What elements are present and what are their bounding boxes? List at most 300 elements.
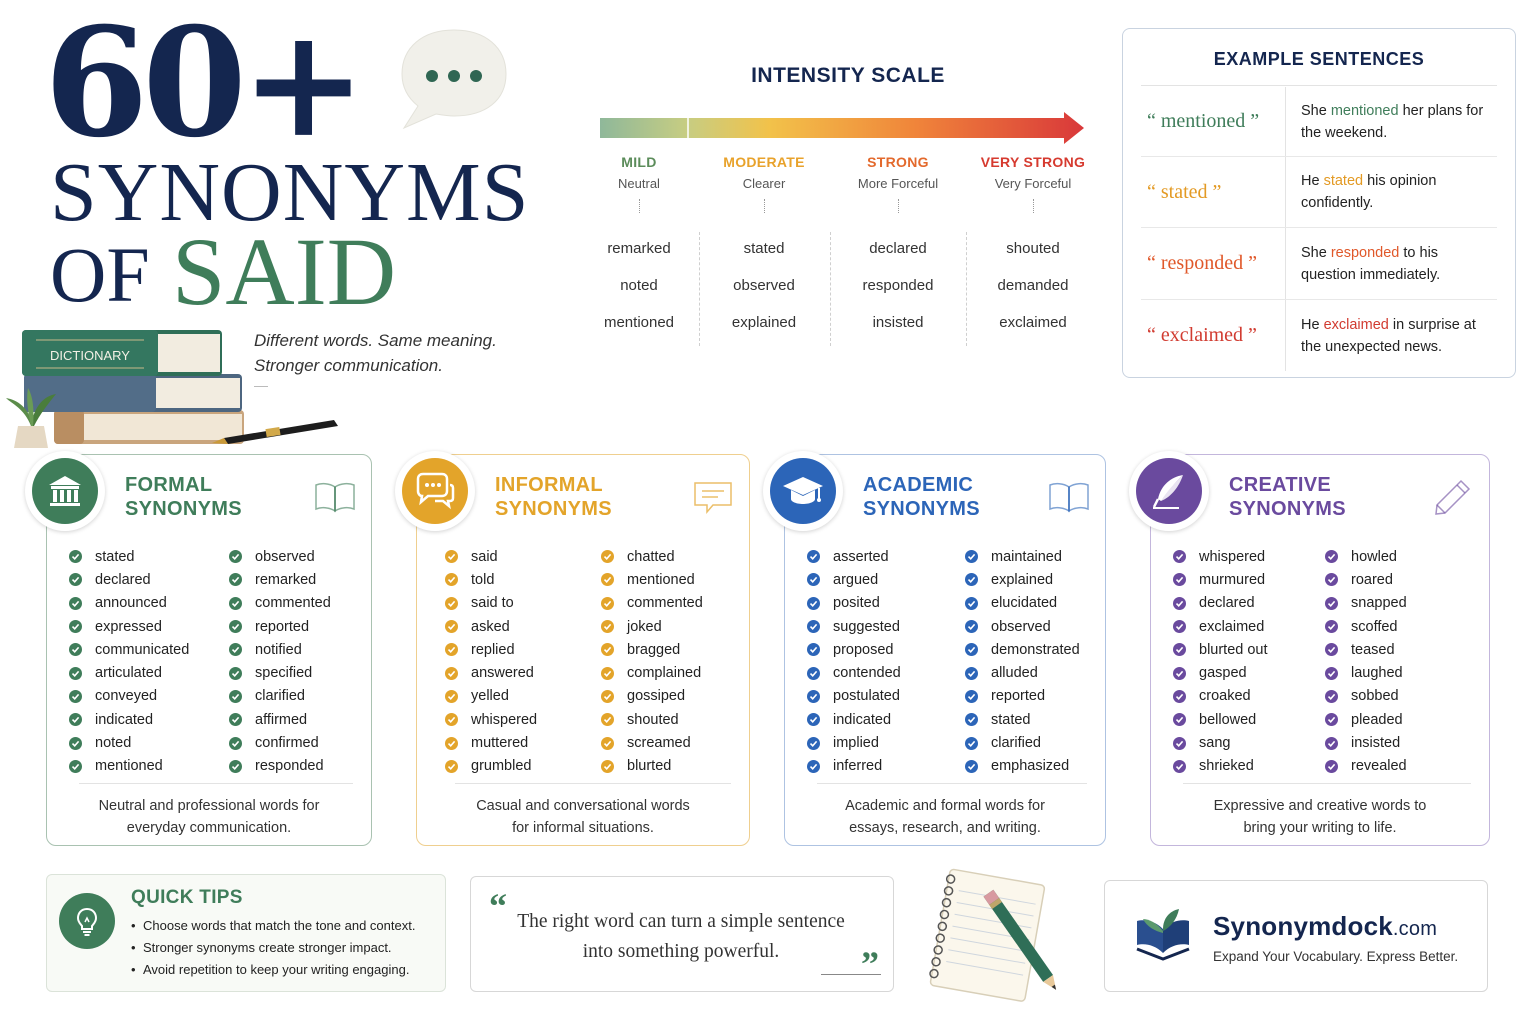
check-circle-icon bbox=[229, 760, 242, 773]
intensity-word: demanded bbox=[997, 277, 1069, 294]
synonym-item bbox=[807, 685, 901, 708]
synonym-item bbox=[1325, 638, 1407, 661]
synonym-item bbox=[1325, 708, 1407, 731]
synonym-item bbox=[965, 545, 1080, 568]
intensity-level-connector bbox=[764, 199, 765, 213]
check-circle-icon bbox=[1325, 667, 1338, 680]
synonym-item bbox=[807, 592, 901, 615]
check-circle-icon bbox=[965, 690, 978, 703]
synonym-word: said bbox=[471, 548, 498, 565]
check-circle-icon bbox=[1173, 643, 1186, 656]
synonym-item bbox=[1173, 685, 1268, 708]
synonym-item bbox=[1173, 568, 1268, 591]
synonym-word: commented bbox=[255, 595, 331, 612]
check-circle-icon bbox=[807, 667, 820, 680]
example-sentences-divider bbox=[1141, 85, 1497, 86]
synonym-word: shouted bbox=[627, 711, 679, 728]
synonym-item bbox=[807, 638, 901, 661]
intensity-level-connector bbox=[1033, 199, 1034, 213]
bullet-icon: • bbox=[131, 962, 136, 977]
synonym-item bbox=[229, 685, 331, 708]
intensity-word: declared bbox=[869, 240, 927, 257]
open-quote-mark: “ bbox=[489, 886, 507, 926]
synonym-item bbox=[1325, 568, 1407, 591]
category-title-line-2: SYNONYMS bbox=[125, 498, 242, 520]
synonym-item bbox=[965, 755, 1080, 778]
bullet-icon: • bbox=[131, 918, 136, 933]
category-title bbox=[495, 473, 612, 521]
category-description-line-1: Casual and conversational words bbox=[476, 798, 690, 814]
check-circle-icon bbox=[1325, 620, 1338, 633]
synonym-word: answered bbox=[471, 665, 534, 682]
quote-text bbox=[511, 907, 851, 967]
synonym-item bbox=[807, 708, 901, 731]
check-circle-icon bbox=[807, 597, 820, 610]
synonym-word: mentioned bbox=[627, 571, 695, 588]
synonym-item bbox=[965, 731, 1080, 754]
tagline-line-2: Stronger communication. bbox=[254, 356, 443, 375]
check-circle-icon bbox=[1325, 737, 1338, 750]
synonym-item bbox=[69, 615, 189, 638]
brand-name-main: Synonymdock bbox=[1213, 911, 1393, 941]
tip-item bbox=[131, 915, 415, 937]
synonym-item bbox=[965, 638, 1080, 661]
check-circle-icon bbox=[1325, 690, 1338, 703]
check-circle-icon bbox=[601, 737, 614, 750]
intensity-level-description: Clearer bbox=[742, 176, 786, 191]
synonym-word: indicated bbox=[833, 711, 892, 728]
synonym-word: shrieked bbox=[1199, 758, 1254, 775]
synonym-word: commented bbox=[627, 595, 703, 612]
intensity-level-label: MILD bbox=[621, 154, 657, 170]
synonym-item bbox=[807, 731, 901, 754]
synonym-word: said to bbox=[471, 595, 514, 612]
synonym-item bbox=[807, 545, 901, 568]
synonym-word: whispered bbox=[471, 711, 538, 728]
synonym-word: screamed bbox=[627, 735, 691, 752]
brand-panel bbox=[1104, 880, 1488, 992]
synonym-word: blurted out bbox=[1199, 641, 1268, 658]
tip-item bbox=[131, 959, 415, 981]
synonym-item bbox=[601, 592, 703, 615]
synonym-item bbox=[445, 592, 537, 615]
synonym-item bbox=[1325, 661, 1407, 684]
category-description-line-2: everyday communication. bbox=[126, 820, 292, 836]
quote-panel bbox=[470, 876, 894, 992]
tip-text: Stronger synonyms create stronger impact. bbox=[143, 940, 392, 955]
synonym-word: explained bbox=[991, 571, 1054, 588]
sentence-end: in surprise at the unexpected news. bbox=[1301, 316, 1476, 355]
synonym-word: reported bbox=[255, 618, 310, 635]
intensity-word: shouted bbox=[1006, 240, 1060, 257]
check-circle-icon bbox=[69, 713, 82, 726]
notebook-pencil-illustration bbox=[906, 862, 1066, 1004]
synonym-item bbox=[1173, 615, 1268, 638]
synonym-item bbox=[229, 615, 331, 638]
synonym-item bbox=[445, 731, 537, 754]
category-divider bbox=[455, 783, 731, 784]
category-title-line-1: INFORMAL bbox=[495, 474, 603, 496]
quote-line-1: The right word can turn a simple sentence bbox=[517, 911, 845, 932]
synonym-item bbox=[1173, 592, 1268, 615]
quick-tips-title: QUICK TIPS bbox=[131, 887, 243, 908]
synonym-item bbox=[807, 755, 901, 778]
category-description-line-2: for informal situations. bbox=[512, 820, 654, 836]
synonym-item bbox=[69, 592, 189, 615]
check-circle-icon bbox=[1325, 643, 1338, 656]
example-sentence bbox=[1301, 157, 1491, 227]
check-circle-icon bbox=[965, 737, 978, 750]
synonym-word: whispered bbox=[1199, 548, 1266, 565]
synonym-word: specified bbox=[255, 665, 313, 682]
hero-title-of: OF bbox=[50, 231, 150, 318]
category-description bbox=[1161, 795, 1479, 839]
example-row bbox=[1141, 299, 1497, 371]
sentence-start: He bbox=[1301, 316, 1324, 333]
category-title-line-1: FORMAL bbox=[125, 474, 213, 496]
synonym-word: elucidated bbox=[991, 595, 1058, 612]
synonym-word: clarified bbox=[255, 688, 305, 705]
synonym-word: observed bbox=[255, 548, 315, 565]
brand-name bbox=[1213, 911, 1437, 942]
synonym-word: bellowed bbox=[1199, 711, 1257, 728]
category-divider bbox=[1183, 783, 1471, 784]
example-word: “ exclaimed ” bbox=[1147, 324, 1257, 346]
synonym-word: notified bbox=[255, 641, 302, 658]
hero-title-synonyms: SYNONYMS bbox=[50, 146, 530, 239]
intensity-level-2 bbox=[694, 154, 834, 213]
check-circle-icon bbox=[807, 713, 820, 726]
check-circle-icon bbox=[601, 620, 614, 633]
synonym-item bbox=[229, 568, 331, 591]
example-divider bbox=[1285, 87, 1286, 156]
check-circle-icon bbox=[807, 550, 820, 563]
check-circle-icon bbox=[229, 597, 242, 610]
synonym-item bbox=[69, 708, 189, 731]
synonym-item bbox=[229, 755, 331, 778]
check-circle-icon bbox=[601, 573, 614, 586]
brand-tagline: Expand Your Vocabulary. Express Better. bbox=[1213, 949, 1459, 964]
synonym-column-2 bbox=[1325, 545, 1407, 778]
synonym-word: responded bbox=[255, 758, 324, 775]
check-circle-icon bbox=[229, 737, 242, 750]
sentence-start: She bbox=[1301, 244, 1331, 261]
check-circle-icon bbox=[69, 597, 82, 610]
synonym-item bbox=[229, 661, 331, 684]
check-circle-icon bbox=[965, 760, 978, 773]
synonym-item bbox=[445, 638, 537, 661]
category-description-line-1: Expressive and creative words to bbox=[1213, 798, 1427, 814]
check-circle-icon bbox=[69, 620, 82, 633]
check-circle-icon bbox=[807, 643, 820, 656]
synonym-word: chatted bbox=[627, 548, 675, 565]
category-title-line-2: SYNONYMS bbox=[495, 498, 612, 520]
synonym-item bbox=[445, 685, 537, 708]
synonym-word: remarked bbox=[255, 571, 317, 588]
check-circle-icon bbox=[69, 667, 82, 680]
intensity-column-divider bbox=[830, 232, 831, 346]
synonym-column-2 bbox=[965, 545, 1080, 778]
synonym-item bbox=[1325, 545, 1407, 568]
check-circle-icon bbox=[445, 643, 458, 656]
synonym-item bbox=[229, 592, 331, 615]
synonym-item bbox=[69, 661, 189, 684]
synonym-word: alluded bbox=[991, 665, 1038, 682]
open-book-icon bbox=[313, 479, 357, 515]
category-description bbox=[57, 795, 361, 839]
intensity-word-list bbox=[699, 230, 829, 341]
synonym-item bbox=[229, 638, 331, 661]
synonym-item bbox=[1173, 638, 1268, 661]
book-spine-label: DICTIONARY bbox=[50, 348, 130, 363]
synonym-item bbox=[69, 685, 189, 708]
intensity-level-1 bbox=[569, 154, 709, 213]
example-divider bbox=[1285, 300, 1286, 371]
synonym-item bbox=[807, 615, 901, 638]
synonym-word: suggested bbox=[833, 618, 900, 635]
category-card-formal bbox=[46, 454, 372, 846]
lightbulb-icon bbox=[59, 893, 115, 949]
check-circle-icon bbox=[69, 643, 82, 656]
synonym-word: contended bbox=[833, 665, 901, 682]
speech-bubble-icon bbox=[398, 24, 510, 130]
synonym-word: bragged bbox=[627, 641, 681, 658]
check-circle-icon bbox=[965, 550, 978, 563]
synonym-item bbox=[1173, 755, 1268, 778]
synonym-word: reported bbox=[991, 688, 1046, 705]
check-circle-icon bbox=[445, 667, 458, 680]
book-stack-illustration bbox=[4, 318, 344, 450]
synonym-item bbox=[445, 755, 537, 778]
synonym-item bbox=[229, 731, 331, 754]
check-circle-icon bbox=[1325, 550, 1338, 563]
synonym-word: mentioned bbox=[95, 758, 163, 775]
synonym-word: gasped bbox=[1199, 665, 1247, 682]
category-divider bbox=[817, 783, 1087, 784]
graduation-cap-icon bbox=[763, 451, 843, 531]
intensity-word: responded bbox=[862, 277, 934, 294]
intensity-word: remarked bbox=[607, 240, 671, 257]
synonym-word: exclaimed bbox=[1199, 618, 1265, 635]
synonym-word: croaked bbox=[1199, 688, 1251, 705]
intensity-word: stated bbox=[743, 240, 785, 257]
example-sentence-text bbox=[1301, 170, 1491, 214]
synonym-item bbox=[1325, 755, 1407, 778]
check-circle-icon bbox=[69, 573, 82, 586]
sentence-start: She bbox=[1301, 102, 1331, 119]
category-badge-fill bbox=[1136, 458, 1202, 524]
synonym-word: snapped bbox=[1351, 595, 1407, 612]
synonym-word: teased bbox=[1351, 641, 1395, 658]
check-circle-icon bbox=[69, 550, 82, 563]
synonym-word: emphasized bbox=[991, 758, 1070, 775]
synonym-item bbox=[965, 661, 1080, 684]
synonym-word: pleaded bbox=[1351, 711, 1403, 728]
check-circle-icon bbox=[229, 667, 242, 680]
sentence-highlight: mentioned bbox=[1330, 102, 1399, 119]
synonym-word: postulated bbox=[833, 688, 900, 705]
synonym-item bbox=[445, 661, 537, 684]
synonym-item bbox=[1173, 545, 1268, 568]
synonym-word: argued bbox=[833, 571, 879, 588]
intensity-arrow bbox=[600, 110, 1086, 146]
quick-tips-panel bbox=[46, 874, 446, 992]
check-circle-icon bbox=[1173, 597, 1186, 610]
check-circle-icon bbox=[1325, 597, 1338, 610]
check-circle-icon bbox=[965, 667, 978, 680]
synonym-item bbox=[965, 685, 1080, 708]
check-circle-icon bbox=[445, 760, 458, 773]
check-circle-icon bbox=[965, 597, 978, 610]
check-circle-icon bbox=[229, 620, 242, 633]
example-row bbox=[1141, 87, 1497, 156]
synonym-word: gossiped bbox=[627, 688, 686, 705]
synonym-item bbox=[229, 545, 331, 568]
synonym-word: murmured bbox=[1199, 571, 1266, 588]
category-title bbox=[1229, 473, 1346, 521]
synonym-word: asserted bbox=[833, 548, 889, 565]
example-sentences-panel bbox=[1122, 28, 1516, 378]
example-row bbox=[1141, 156, 1497, 227]
intensity-column-divider bbox=[966, 232, 967, 346]
open-book-icon bbox=[1047, 479, 1091, 515]
synonym-word: blurted bbox=[627, 758, 672, 775]
synonym-item bbox=[965, 568, 1080, 591]
synonym-word: confirmed bbox=[255, 735, 319, 752]
synonym-item bbox=[601, 615, 703, 638]
example-divider bbox=[1285, 157, 1286, 227]
check-circle-icon bbox=[807, 737, 820, 750]
synonym-item bbox=[807, 568, 901, 591]
synonym-item bbox=[229, 708, 331, 731]
tip-item bbox=[131, 937, 415, 959]
synonym-word: posited bbox=[833, 595, 880, 612]
synonym-item bbox=[965, 615, 1080, 638]
intensity-level-4 bbox=[963, 154, 1103, 213]
sentence-highlight: stated bbox=[1323, 173, 1364, 189]
check-circle-icon bbox=[807, 760, 820, 773]
synonym-item bbox=[69, 731, 189, 754]
check-circle-icon bbox=[445, 620, 458, 633]
synonym-item bbox=[601, 568, 703, 591]
synonym-word: stated bbox=[991, 711, 1031, 728]
example-row bbox=[1141, 227, 1497, 299]
synonym-item bbox=[69, 638, 189, 661]
check-circle-icon bbox=[965, 573, 978, 586]
synonym-item bbox=[445, 545, 537, 568]
synonym-word: grumbled bbox=[471, 758, 532, 775]
bank-icon bbox=[25, 451, 105, 531]
intensity-word: observed bbox=[733, 277, 795, 294]
intensity-word-list bbox=[833, 230, 963, 341]
check-circle-icon bbox=[69, 760, 82, 773]
category-badge-fill bbox=[32, 458, 98, 524]
category-title-line-1: CREATIVE bbox=[1229, 474, 1332, 496]
intensity-word: exclaimed bbox=[999, 314, 1067, 331]
sentence-end: to his question immediately. bbox=[1301, 244, 1441, 283]
hero-number: 60+ bbox=[44, 0, 361, 171]
check-circle-icon bbox=[601, 643, 614, 656]
check-circle-icon bbox=[807, 620, 820, 633]
tip-text: Choose words that match the tone and context. bbox=[143, 918, 416, 933]
synonym-word: muttered bbox=[471, 735, 529, 752]
category-description-line-1: Academic and formal words for bbox=[845, 798, 1045, 814]
synonym-item bbox=[965, 708, 1080, 731]
synonym-word: declared bbox=[95, 571, 151, 588]
example-word: “ mentioned ” bbox=[1147, 110, 1260, 132]
synonym-word: expressed bbox=[95, 618, 162, 635]
feather-quill-icon bbox=[1129, 451, 1209, 531]
synonym-item bbox=[1325, 685, 1407, 708]
check-circle-icon bbox=[445, 550, 458, 563]
check-circle-icon bbox=[601, 550, 614, 563]
synonym-word: scoffed bbox=[1351, 618, 1398, 635]
category-description-line-2: essays, research, and writing. bbox=[849, 820, 1041, 836]
intensity-word: noted bbox=[620, 277, 658, 294]
quote-line-2: into something powerful. bbox=[582, 941, 780, 962]
synonym-item bbox=[1173, 708, 1268, 731]
check-circle-icon bbox=[445, 737, 458, 750]
synonym-word: roared bbox=[1351, 571, 1393, 588]
check-circle-icon bbox=[229, 690, 242, 703]
synonym-column-1 bbox=[445, 545, 537, 778]
synonym-item bbox=[445, 708, 537, 731]
category-description-line-2: bring your writing to life. bbox=[1243, 820, 1397, 836]
example-sentence-text bbox=[1301, 100, 1491, 144]
example-word: “ stated ” bbox=[1147, 180, 1222, 203]
check-circle-icon bbox=[69, 737, 82, 750]
synonym-item bbox=[601, 661, 703, 684]
synonym-word: yelled bbox=[471, 688, 509, 705]
synonym-item bbox=[601, 708, 703, 731]
check-circle-icon bbox=[1173, 667, 1186, 680]
synonym-word: articulated bbox=[95, 665, 162, 682]
synonym-word: noted bbox=[95, 735, 132, 752]
check-circle-icon bbox=[1173, 573, 1186, 586]
example-divider bbox=[1285, 228, 1286, 299]
check-circle-icon bbox=[229, 550, 242, 563]
synonym-item bbox=[601, 685, 703, 708]
check-circle-icon bbox=[1173, 713, 1186, 726]
synonym-item bbox=[1173, 661, 1268, 684]
example-sentences-title: EXAMPLE SENTENCES bbox=[1213, 49, 1425, 69]
synonym-column-1 bbox=[807, 545, 901, 778]
synonym-item bbox=[601, 638, 703, 661]
synonym-word: joked bbox=[627, 618, 662, 635]
synonym-word: implied bbox=[833, 735, 879, 752]
check-circle-icon bbox=[601, 713, 614, 726]
synonym-word: demonstrated bbox=[991, 641, 1080, 658]
check-circle-icon bbox=[807, 690, 820, 703]
check-circle-icon bbox=[965, 620, 978, 633]
category-title-line-2: SYNONYMS bbox=[863, 498, 980, 520]
sentence-end: her plans for the weekend. bbox=[1301, 102, 1484, 141]
check-circle-icon bbox=[807, 573, 820, 586]
synonym-item bbox=[1325, 592, 1407, 615]
synonym-word: asked bbox=[471, 618, 510, 635]
intensity-level-label: STRONG bbox=[867, 154, 929, 170]
category-badge-fill bbox=[402, 458, 468, 524]
example-sentence bbox=[1301, 300, 1491, 371]
check-circle-icon bbox=[965, 643, 978, 656]
check-circle-icon bbox=[1173, 620, 1186, 633]
synonym-item bbox=[601, 755, 703, 778]
intensity-level-description: More Forceful bbox=[857, 176, 939, 191]
synonym-word: replied bbox=[471, 641, 515, 658]
quick-tips-list bbox=[131, 915, 415, 981]
intensity-word: insisted bbox=[872, 314, 924, 331]
category-title bbox=[125, 473, 242, 521]
